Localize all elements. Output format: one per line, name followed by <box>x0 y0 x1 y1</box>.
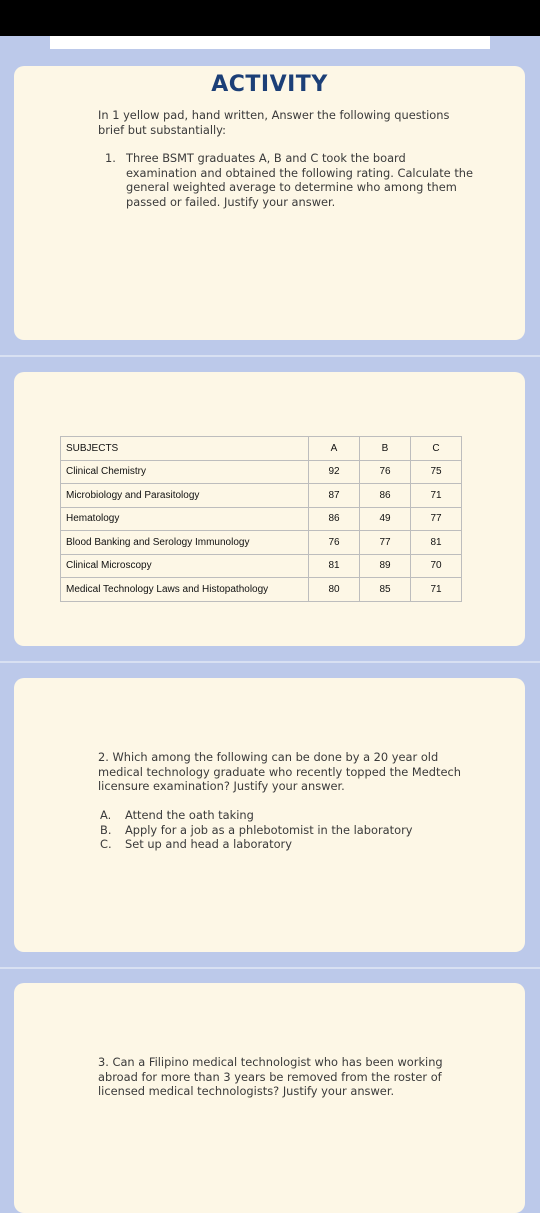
question-2-card <box>14 678 525 952</box>
subject-cell: Hematology <box>61 507 309 531</box>
intro-text: In 1 yellow pad, hand written, Answer the following questions brief but substantially: <box>98 108 450 137</box>
grade-c-cell: 75 <box>411 460 462 484</box>
grade-a-cell: 92 <box>309 460 360 484</box>
activity-title: ACTIVITY <box>211 72 328 97</box>
grade-b-cell: 85 <box>360 578 411 602</box>
q2-option-a: A. Attend the oath taking <box>100 808 254 822</box>
grade-b-cell: 49 <box>360 507 411 531</box>
grade-c-cell: 70 <box>411 554 462 578</box>
grade-c-cell: 77 <box>411 507 462 531</box>
table-row <box>61 554 462 578</box>
table-row <box>61 507 462 531</box>
table-header-row <box>61 437 462 461</box>
subject-cell: Microbiology and Parasitology <box>61 484 309 508</box>
table-card <box>14 372 525 646</box>
grade-a-cell: 80 <box>309 578 360 602</box>
grades-table <box>60 436 462 602</box>
table-row <box>61 460 462 484</box>
subject-cell: Clinical Microscopy <box>61 554 309 578</box>
previous-page-edge <box>50 36 490 49</box>
header-c: C <box>411 437 462 461</box>
q2-text: 2. Which among the following can be done by a 20 year old medical technology graduate who recently topped the Medtech licensure examination? Justify your answer. <box>98 750 461 793</box>
page-separator <box>0 967 540 969</box>
page-separator <box>0 355 540 357</box>
page-separator <box>0 661 540 663</box>
grade-c-cell: 71 <box>411 484 462 508</box>
table-row <box>61 531 462 555</box>
q1-number: 1. <box>105 151 116 165</box>
grade-c-cell: 71 <box>411 578 462 602</box>
subject-cell: Blood Banking and Serology Immunology <box>61 531 309 555</box>
grade-a-cell: 87 <box>309 484 360 508</box>
question-3-card <box>14 983 525 1213</box>
subject-cell: Clinical Chemistry <box>61 460 309 484</box>
grade-a-cell: 81 <box>309 554 360 578</box>
grade-a-cell: 76 <box>309 531 360 555</box>
header-a: A <box>309 437 360 461</box>
grade-b-cell: 89 <box>360 554 411 578</box>
activity-card <box>14 66 525 340</box>
q2-option-c: C. Set up and head a laboratory <box>100 837 292 851</box>
q1-text: Three BSMT graduates A, B and C took the board examination and obtained the following rating. Calculate the general weighted average to determine who among them passed or failed. Justify your answer. <box>126 151 474 209</box>
status-bar <box>0 0 540 36</box>
grade-b-cell: 76 <box>360 460 411 484</box>
table-row <box>61 578 462 602</box>
subject-cell: Medical Technology Laws and Histopathology <box>61 578 309 602</box>
grade-a-cell: 86 <box>309 507 360 531</box>
grade-b-cell: 86 <box>360 484 411 508</box>
table-row <box>61 484 462 508</box>
q2-option-b: B. Apply for a job as a phlebotomist in the laboratory <box>100 822 413 837</box>
header-subjects: SUBJECTS <box>61 437 309 461</box>
header-b: B <box>360 437 411 461</box>
grade-c-cell: 81 <box>411 531 462 555</box>
grade-b-cell: 77 <box>360 531 411 555</box>
q3-text: 3. Can a Filipino medical technologist who has been working abroad for more than 3 years be removed from the roster of licensed medical technologists? Justify your answer. <box>98 1055 443 1098</box>
